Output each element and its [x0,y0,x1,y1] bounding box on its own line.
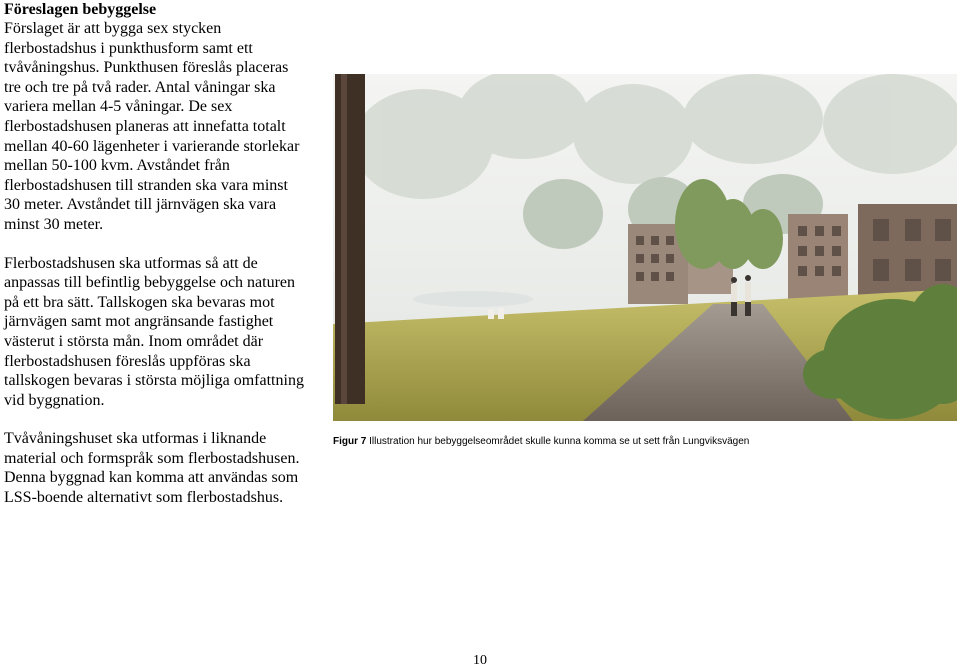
page-number: 10 [473,653,487,668]
illustration-image [333,74,957,421]
figure-caption-text: Illustration hur bebyggelseområdet skulle kunna komma se ut sett från Lungviksvägen [366,436,750,447]
body-text-column [4,0,304,508]
figure-label: Figur 7 [333,436,367,447]
paragraph-design: Flerbostadshusen ska utformas så att de anpassas till befintlig bebyggelse och naturen på ett bra sätt. Tallskogen ska bevaras mot järnvägen samt mot angränsande fastighet västerut i största mån. Inom området där flerbostadshusen föreslås uppföras ska tallskogen bevaras i största möjliga omfattning vid byggnation. [4,254,304,409]
paragraph-proposal: Förslaget är att bygga sex stycken flerbostadshus i punkthusform samt ett tvåvåningshus. Punkthusen föreslås placeras tre och tre på två rader. Antal våningar ska variera mellan 4-5 våningar. De sex flerbostadshusen planeras att innefatta totalt mellan 40-60 lägenheter i varierande storlekar mellan 50-100 kvm. Avståndet från flerbostadshusen till stranden ska vara minst 30 meter. Avståndet till järnvägen ska vara minst 30 meter. [4,20,300,233]
architectural-illustration [333,74,957,421]
section-heading: Föreslagen bebyggelse [4,1,157,18]
figure-caption [333,435,960,448]
paragraph-two-storey: Tvåvåningshuset ska utformas i liknande material och formspråk som flerbostadshusen. Denna byggnad kan komma att användas som LSS-boende alternativt som flerbostadshus. [4,430,300,507]
